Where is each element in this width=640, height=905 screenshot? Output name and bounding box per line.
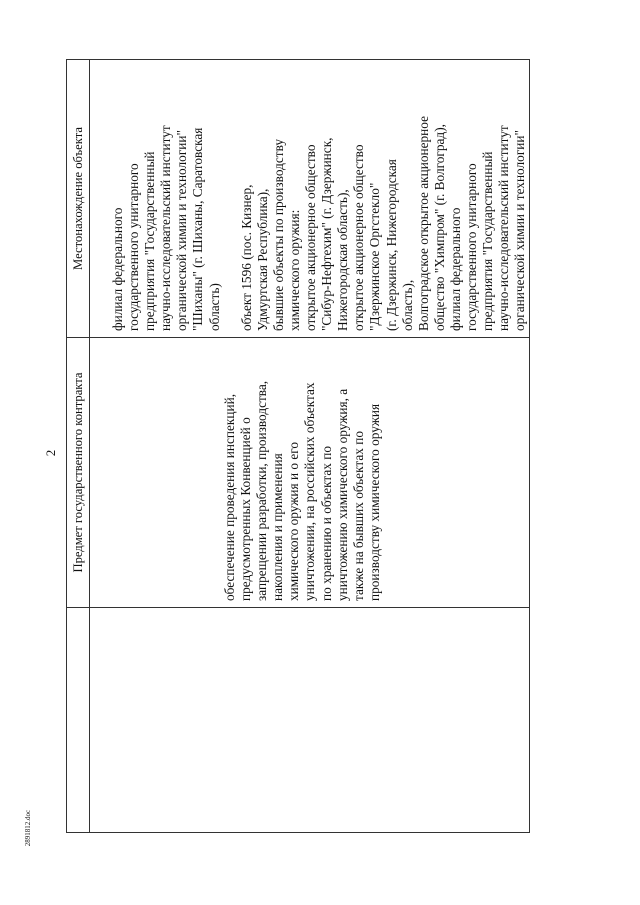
text-line: уничтожении, на российских объектах	[302, 382, 318, 601]
text-line: предусмотренных Конвенцией о	[238, 417, 254, 601]
table-row	[90, 60, 530, 833]
text-line: (г. Дзержинск, Нижегородская	[383, 159, 399, 331]
document-file-code: 2891812.doc	[24, 809, 32, 847]
text-line: химического оружия и о его	[286, 441, 302, 601]
text-line: область),	[399, 279, 415, 331]
empty-cell	[90, 608, 530, 833]
text-line: научно-исследовательский институт	[496, 125, 512, 331]
header-object-location: Местонахождение объекта	[67, 60, 90, 338]
text-line: по хранению и объектах по	[318, 446, 334, 601]
contract-subject-cell	[90, 338, 530, 608]
text-line: открытое акционерное общество	[351, 144, 367, 331]
text-line: государственного унитарного	[463, 163, 479, 331]
text-line: предприятия "Государственный	[480, 151, 496, 331]
text-line: предприятия "Государственный	[142, 151, 158, 331]
text-line: органической химии и технологии"	[174, 130, 190, 331]
object-location-cell	[90, 60, 530, 338]
text-line: "Дзержинское Оргстекло"	[367, 182, 383, 331]
text-line: открытое акционерное общество	[303, 144, 319, 331]
header-contract-subject: Предмет государственного контракта	[67, 338, 90, 608]
text-line: также на бывших объектах по	[350, 431, 366, 601]
text-line: Удмуртская Республика),	[254, 188, 270, 331]
text-line: производству химического оружия	[366, 403, 382, 601]
text-line: бывшие объекты по производству	[270, 138, 286, 331]
rotated-table-container	[66, 60, 570, 833]
text-line: общество "Химпром" (г. Волгоград),	[431, 124, 447, 331]
contract-subject-text	[222, 342, 383, 601]
text-line: филиал федерального	[447, 207, 463, 331]
header-empty-column	[67, 608, 90, 833]
text-line: уничтожению химического оружия, а	[334, 388, 350, 601]
text-line: обеспечение проведения инспекций,	[222, 393, 237, 601]
contract-table	[66, 59, 530, 833]
text-line: запрещении разработки, производства,	[254, 380, 270, 601]
text-line: научно-исследовательский институт	[158, 125, 174, 331]
text-line: "Сибур-Нефтехим" (г. Дзержинск,	[319, 137, 335, 331]
location-shikhany-text	[110, 64, 223, 331]
page-number: 2	[43, 449, 58, 457]
text-line: накопления и применения	[270, 453, 286, 601]
text-line: органической химии и технологии"	[512, 130, 528, 331]
text-line: Нижегородская область),	[335, 189, 351, 331]
text-line: "Шиханы" (г. Шиханы, Саратовская	[190, 127, 206, 331]
location-chemical-objects-text	[239, 64, 529, 331]
text-line: государственного унитарного	[126, 163, 142, 331]
text-line: область)	[206, 283, 222, 331]
text-line: Волгоградское открытое акционерное	[415, 116, 431, 331]
text-line: филиал федерального	[110, 207, 125, 331]
text-line: химического оружия:	[286, 209, 302, 331]
text-line: объект 1596 (пос. Кизнер,	[238, 184, 254, 331]
table-header-row	[67, 60, 90, 833]
